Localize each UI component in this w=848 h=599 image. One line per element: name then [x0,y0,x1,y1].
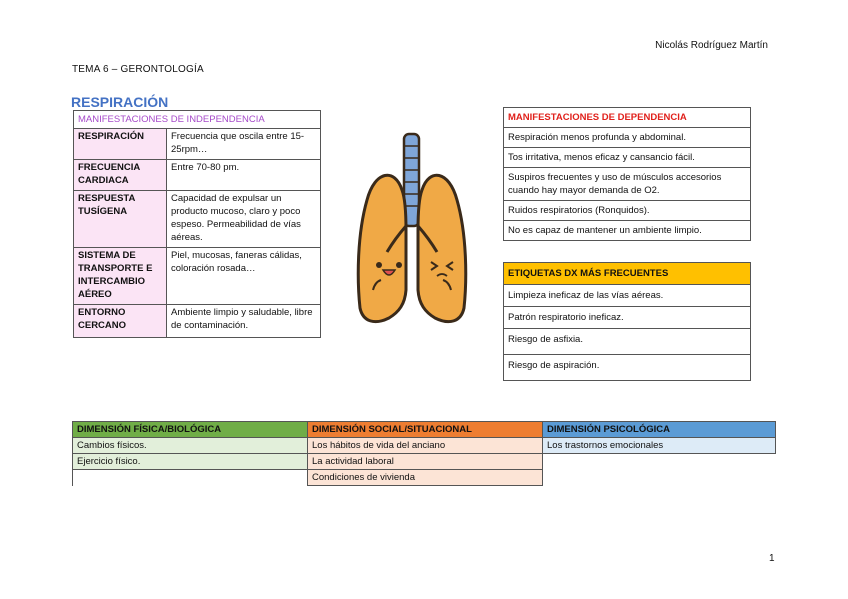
empty-cell [543,470,776,486]
row-label: SISTEMA DE TRANSPORTE E INTERCAMBIO AÉREO [74,248,167,305]
diagnoses-title: ETIQUETAS DX MÁS FRECUENTES [504,263,751,285]
list-item: Limpieza ineficaz de las vías aéreas. [504,285,751,307]
empty-cell [73,470,308,486]
dimension-psychological-title: DIMENSIÓN PSICOLÓGICA [543,422,776,438]
dimension-social-title: DIMENSIÓN SOCIAL/SITUACIONAL [308,422,543,438]
row-label: RESPIRACIÓN [74,129,167,160]
author-name: Nicolás Rodríguez Martín [655,40,768,51]
list-item: Riesgo de asfixia. [504,329,751,355]
dependence-title: MANIFESTACIONES DE DEPENDENCIA [504,108,751,128]
list-item: Ruidos respiratorios (Ronquidos). [504,201,751,221]
row-label: RESPUESTA TUSÍGENA [74,191,167,248]
page-number: 1 [769,553,775,564]
section-title: RESPIRACIÓN [71,94,169,110]
table-row [74,129,321,160]
list-item: Condiciones de vivienda [308,470,543,486]
list-item: Riesgo de aspiración. [504,355,751,381]
list-item: No es capaz de mantener un ambiente limpio. [504,221,751,241]
list-item: Los hábitos de vida del anciano [308,438,543,454]
dependence-table [503,107,751,241]
list-item: Cambios físicos. [73,438,308,454]
empty-cell [543,454,776,470]
list-item: La actividad laboral [308,454,543,470]
dimension-physical-title: DIMENSIÓN FÍSICA/BIOLÓGICA [73,422,308,438]
topic-heading: TEMA 6 – GERONTOLOGÍA [72,64,204,75]
row-value: Frecuencia que oscila entre 15-25rpm… [167,129,321,160]
row-value: Ambiente limpio y saludable, libre de contaminación. [167,305,321,338]
list-item: Los trastornos emocionales [543,438,776,454]
table-row [74,248,321,305]
row-value: Piel, mucosas, faneras cálidas, coloración rosada… [167,248,321,305]
row-value: Capacidad de expulsar un producto mucoso, claro y poco espeso. Permeabilidad de vías aéreas. [167,191,321,248]
independence-title: MANIFESTACIONES DE INDEPENDENCIA [74,111,321,129]
list-item: Suspiros frecuentes y uso de músculos accesorios cuando hay mayor demanda de O2. [504,168,751,201]
independence-table [73,110,321,338]
list-item: Respiración menos profunda y abdominal. [504,128,751,148]
dimensions-table [72,421,776,486]
row-value: Entre 70-80 pm. [167,160,321,191]
lungs-icon [355,130,470,330]
row-label: FRECUENCIA CARDIACA [74,160,167,191]
diagnoses-table [503,262,751,381]
row-label: ENTORNO CERCANO [74,305,167,338]
table-row [74,191,321,248]
list-item: Ejercicio físico. [73,454,308,470]
list-item: Tos irritativa, menos eficaz y cansancio fácil. [504,148,751,168]
table-row [74,160,321,191]
list-item: Patrón respiratorio ineficaz. [504,307,751,329]
table-row [74,305,321,338]
